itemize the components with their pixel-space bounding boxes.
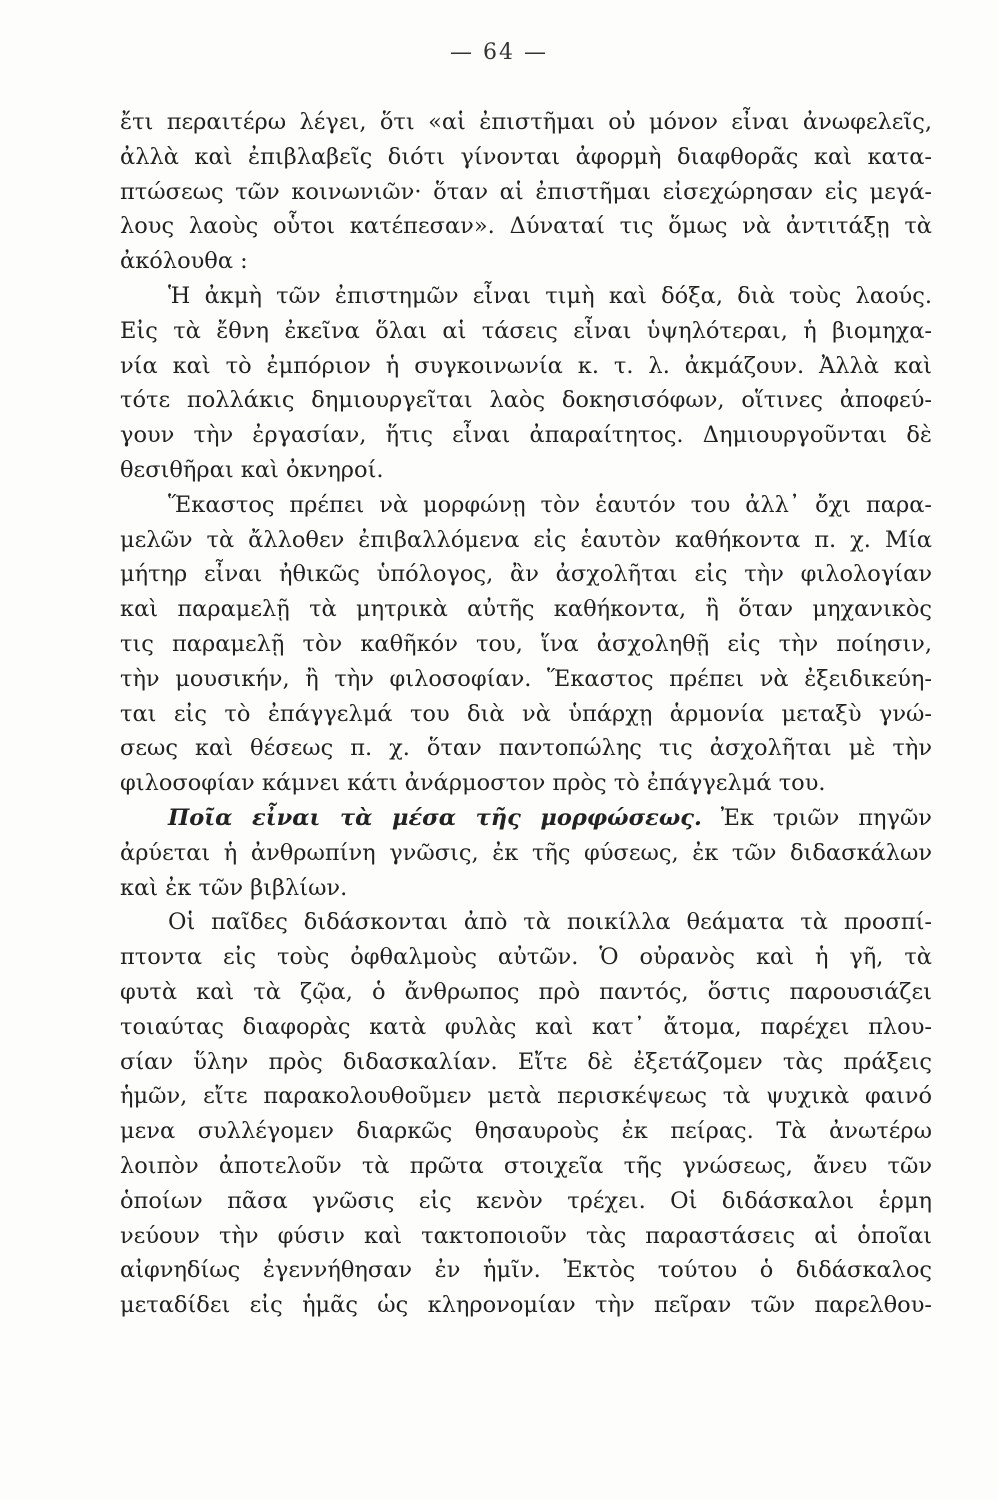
body-text: [120, 105, 932, 1323]
text-line: μεταδίδει εἰς ἡμᾶς ὡς κληρονομίαν τὴν πεῖραν τῶν παρελθου-: [120, 1292, 932, 1319]
text-line: Οἱ παῖδες διδάσκονται ἀπὸ τὰ ποικίλλα θεάματα τὰ προσπί-: [168, 909, 932, 936]
page-number: — 64 —: [450, 40, 548, 65]
heading-line: [120, 801, 932, 836]
text-line: τοιαύτας διαφορὰς κατὰ φυλὰς καὶ κατ᾽ ἄτομα, παρέχει πλου-: [120, 1013, 932, 1040]
text-line: ται εἰς τὸ ἐπάγγελμά του διὰ νὰ ὑπάρχῃ ἁρμονία μεταξὺ γνώ-: [120, 700, 932, 727]
text-line: ὁποίων πᾶσα γνῶσις εἰς κενὸν τρέχει. Οἱ διδάσκαλοι ἑρμη: [120, 1187, 932, 1214]
text-line: ἀρύεται ἡ ἀνθρωπίνη γνῶσις, ἐκ τῆς φύσεως, ἐκ τῶν διδασκάλων: [120, 839, 932, 866]
text-line: λους λαοὺς οὗτοι κατέπεσαν». Δύναταί τις ὅμως νὰ ἀντιτάξῃ τὰ: [120, 213, 932, 240]
text-line: ἡμῶν, εἴτε παρακολουθοῦμεν μετὰ περισκέψεως τὰ ψυχικὰ φαινό: [120, 1083, 932, 1110]
text-line: νία καὶ τὸ ἐμπόριον ἡ συγκοινωνία κ. τ. λ. ἀκμάζουν. Ἀλλὰ καὶ: [120, 352, 932, 379]
text-line: θεσιθῆραι καὶ ὀκνηροί.: [120, 456, 384, 483]
text-line: μελῶν τὰ ἄλλοθεν ἐπιβαλλόμενα εἰς ἑαυτὸν καθήκοντα π. χ. Μία: [120, 526, 932, 553]
text-line: καὶ ἐκ τῶν βιβλίων.: [120, 874, 348, 901]
text-line: Εἰς τὰ ἔθνη ἐκεῖνα ὅλαι αἱ τάσεις εἶναι ὑψηλότεραι, ἡ βιομηχα-: [120, 317, 932, 344]
text-line: καὶ παραμελῇ τὰ μητρικὰ αὐτῆς καθήκοντα, ἢ ὅταν μηχανικὸς: [120, 596, 932, 623]
text-line: πτώσεως τῶν κοινωνιῶν· ὅταν αἱ ἐπιστῆμαι εἰσεχώρησαν εἰς μεγά-: [120, 178, 932, 205]
section-heading: Ποῖα εἶναι τὰ μέσα τῆς μορφώσεως.: [168, 804, 702, 831]
text-line: σίαν ὕλην πρὸς διδασκαλίαν. Εἴτε δὲ ἐξετάζομεν τὰς πράξεις: [120, 1048, 932, 1075]
text-line: τὴν μουσικήν, ἢ τὴν φιλοσοφίαν. Ἕκαστος πρέπει νὰ ἐξειδικεύη-: [120, 665, 932, 692]
text-line: νεύουν τὴν φύσιν καὶ τακτοποιοῦν τὰς παραστάσεις αἱ ὁποῖαι: [120, 1222, 932, 1249]
text-line: μήτηρ εἶναι ἠθικῶς ὑπόλογος, ἂν ἀσχολῆται εἰς τὴν φιλολογίαν: [120, 561, 932, 588]
text-line: ἀλλὰ καὶ ἐπιβλαβεῖς διότι γίνονται ἀφορμὴ διαφθορᾶς καὶ κατα-: [120, 143, 932, 170]
text-line: αἰφνηδίως ἐγεννήθησαν ἐν ἡμῖν. Ἐκτὸς τούτου ὁ διδάσκαλος: [120, 1257, 932, 1284]
text-line: φυτὰ καὶ τὰ ζῷα, ὁ ἄνθρωπος πρὸ παντός, ὅστις παρουσιάζει: [120, 978, 932, 1005]
text-line: πτοντα εἰς τοὺς ὀφθαλμοὺς αὐτῶν. Ὁ οὐρανὸς καὶ ἡ γῆ, τὰ: [120, 944, 932, 971]
text-fragment: Ἐκ τριῶν πηγῶν: [720, 804, 932, 831]
text-line: τις παραμελῇ τὸν καθῆκόν του, ἵνα ἀσχοληθῇ εἰς τὴν ποίησιν,: [120, 630, 932, 657]
text-line: ἀκόλουθα :: [120, 248, 248, 275]
text-line: γουν τὴν ἐργασίαν, ἥτις εἶναι ἀπαραίτητος. Δημιουργοῦνται δὲ: [120, 422, 932, 449]
text-line: μενα συλλέγομεν διαρκῶς θησαυροὺς ἐκ πείρας. Τὰ ἀνωτέρω: [120, 1118, 932, 1145]
text-line: λοιπὸν ἀποτελοῦν τὰ πρῶτα στοιχεῖα τῆς γνώσεως, ἄνευ τῶν: [120, 1152, 932, 1179]
text-line: σεως καὶ θέσεως π. χ. ὅταν παντοπώλης τις ἀσχολῆται μὲ τὴν: [120, 735, 932, 762]
text-line: φιλοσοφίαν κάμνει κάτι ἀνάρμοστον πρὸς τὸ ἐπάγγελμά του.: [120, 770, 826, 797]
text-line: Ἡ ἀκμὴ τῶν ἐπιστημῶν εἶναι τιμὴ καὶ δόξα, διὰ τοὺς λαούς.: [168, 282, 932, 309]
text-line: ἔτι περαιτέρω λέγει, ὅτι «αἱ ἐπιστῆμαι οὐ μόνον εἶναι ἀνωφελεῖς,: [120, 109, 932, 135]
text-line: τότε πολλάκις δημιουργεῖται λαὸς δοκησισόφων, οἵτινες ἀποφεύ-: [120, 387, 932, 414]
text-line: Ἕκαστος πρέπει νὰ μορφώνῃ τὸν ἑαυτόν του ἀλλ᾽ ὄχι παρα-: [168, 491, 932, 518]
